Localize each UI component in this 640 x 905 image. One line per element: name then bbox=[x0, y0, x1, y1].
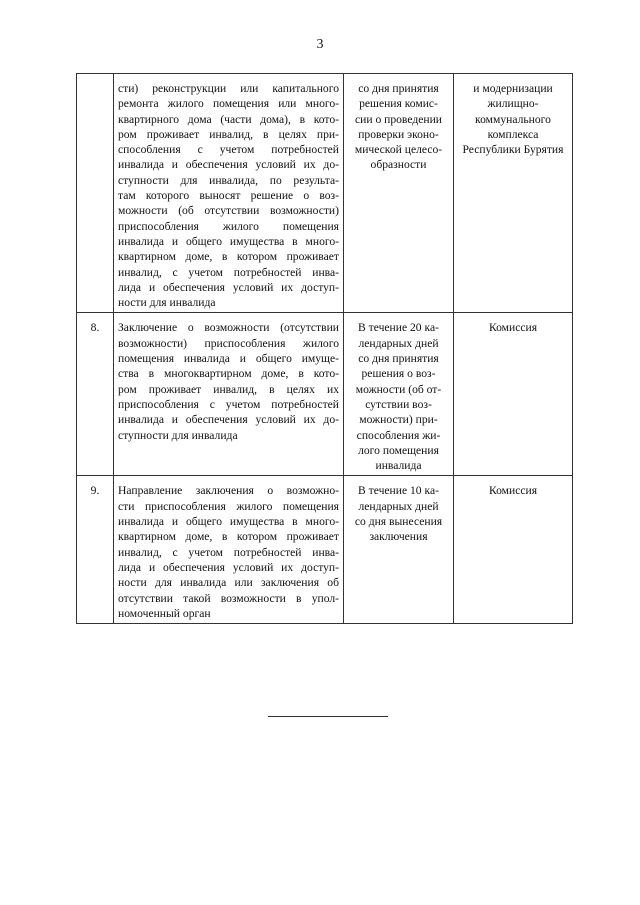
step-line: приспособления с учетом потребностей bbox=[118, 397, 339, 411]
responsible-line: Комиссия bbox=[488, 321, 538, 335]
row-number: 9. bbox=[77, 476, 114, 624]
row-number: 8. bbox=[77, 313, 114, 476]
step-line: сти приспособления жилого помещения bbox=[118, 499, 339, 513]
step-line: там которого выносят решение о воз- bbox=[118, 189, 339, 203]
term-line: решения комис- bbox=[359, 97, 438, 111]
responsible-line: комплекса bbox=[487, 127, 539, 141]
step-line: инвалида и общего имущества в много- bbox=[118, 515, 339, 529]
step-line: квартирном доме, в котором проживает bbox=[118, 250, 339, 264]
step-line: ства в многоквартирном доме, в кото- bbox=[118, 367, 339, 381]
responsible-line: Республики Бурятия bbox=[462, 143, 564, 157]
table-row bbox=[77, 476, 573, 624]
step-line: ремонта жилого помещения или много- bbox=[118, 97, 339, 111]
page-number: 3 bbox=[316, 37, 324, 52]
term-line: сии о проведении bbox=[354, 112, 442, 126]
step-line: можности (об отсутствии возможности) bbox=[118, 204, 339, 218]
step-line: лида и обеспечения условий их доступ- bbox=[118, 560, 339, 574]
step-line: ступности для инвалида, по результа- bbox=[118, 173, 339, 187]
term-line: со дня принятия bbox=[358, 82, 439, 95]
responsible-line: Комиссия bbox=[488, 484, 538, 498]
step-line: инвалида и обеспечения условий их до- bbox=[118, 413, 339, 427]
step-line: квартирного дома (части дома), в кото- bbox=[118, 112, 339, 126]
step-line: инвалид, с учетом потребностей инва- bbox=[118, 545, 339, 559]
table-row bbox=[77, 74, 573, 313]
step-line: сти) реконструкции или капитального bbox=[118, 82, 339, 95]
table-row bbox=[77, 313, 573, 476]
step-line: ром проживает инвалид, в целях их bbox=[118, 382, 339, 396]
term-line: со дня принятия bbox=[358, 352, 439, 366]
step-line: ступности для инвалида bbox=[118, 428, 238, 442]
term-line: лого помещения bbox=[358, 443, 439, 457]
step-line: номоченный орган bbox=[118, 606, 211, 620]
term-line: образности bbox=[370, 158, 427, 172]
step-line: ности для инвалида bbox=[118, 296, 216, 310]
step-description-cell bbox=[114, 74, 344, 313]
end-of-document-rule bbox=[268, 716, 388, 717]
term-line: заключения bbox=[369, 530, 428, 544]
responsible-cell bbox=[454, 476, 573, 624]
responsible-cell bbox=[454, 74, 573, 313]
responsible-line: и модернизации bbox=[473, 82, 553, 95]
step-line: лида и обеспечения условий их доступ- bbox=[118, 280, 339, 294]
term-line: способления жи- bbox=[356, 428, 441, 442]
term-line: мической целесо- bbox=[354, 143, 443, 157]
step-line: ром проживает инвалид, в целях при- bbox=[118, 127, 339, 141]
term-line: сутствии воз- bbox=[365, 397, 432, 411]
step-line: ности для инвалида или заключения об bbox=[118, 576, 339, 590]
term-line: решения о воз- bbox=[361, 367, 436, 381]
term-line: проверки эконо- bbox=[358, 127, 439, 141]
step-description-cell bbox=[114, 313, 344, 476]
step-line: Направление заключения о возможно- bbox=[118, 484, 339, 498]
step-line: способления с учетом потребностей bbox=[118, 143, 339, 157]
step-description-cell bbox=[114, 476, 344, 624]
step-line: приспособления жилого помещения bbox=[118, 219, 339, 233]
row-number bbox=[77, 74, 114, 313]
term-line: лендарных дней bbox=[358, 336, 439, 350]
term-line: со дня вынесения bbox=[354, 515, 443, 529]
step-line: возможности) приспособления жилого bbox=[118, 336, 339, 350]
term-cell bbox=[344, 476, 454, 624]
step-line: квартирном доме, в котором проживает bbox=[118, 530, 339, 544]
term-line: можности (об от- bbox=[355, 382, 442, 396]
term-line: В течение 10 ка- bbox=[358, 484, 439, 498]
term-line: можности) при- bbox=[359, 413, 438, 427]
step-line: инвалид, с учетом потребностей инва- bbox=[118, 265, 339, 279]
responsible-cell bbox=[454, 313, 573, 476]
step-line: помещения инвалида и общего имуще- bbox=[118, 352, 339, 366]
term-line: В течение 20 ка- bbox=[358, 321, 439, 335]
term-cell bbox=[344, 313, 454, 476]
step-line: инвалида и общего имущества в много- bbox=[118, 234, 339, 248]
term-line: инвалида bbox=[375, 459, 422, 473]
responsible-line: коммунального bbox=[475, 112, 551, 126]
step-line: инвалида и обеспечения условий их до- bbox=[118, 158, 339, 172]
step-line: отсутствии такой возможности в упол- bbox=[118, 591, 339, 605]
term-line: лендарных дней bbox=[358, 499, 439, 513]
procedure-table bbox=[76, 73, 573, 624]
responsible-line: жилищно- bbox=[487, 97, 539, 111]
step-line: Заключение о возможности (отсутствии bbox=[118, 321, 339, 335]
term-cell bbox=[344, 74, 454, 313]
